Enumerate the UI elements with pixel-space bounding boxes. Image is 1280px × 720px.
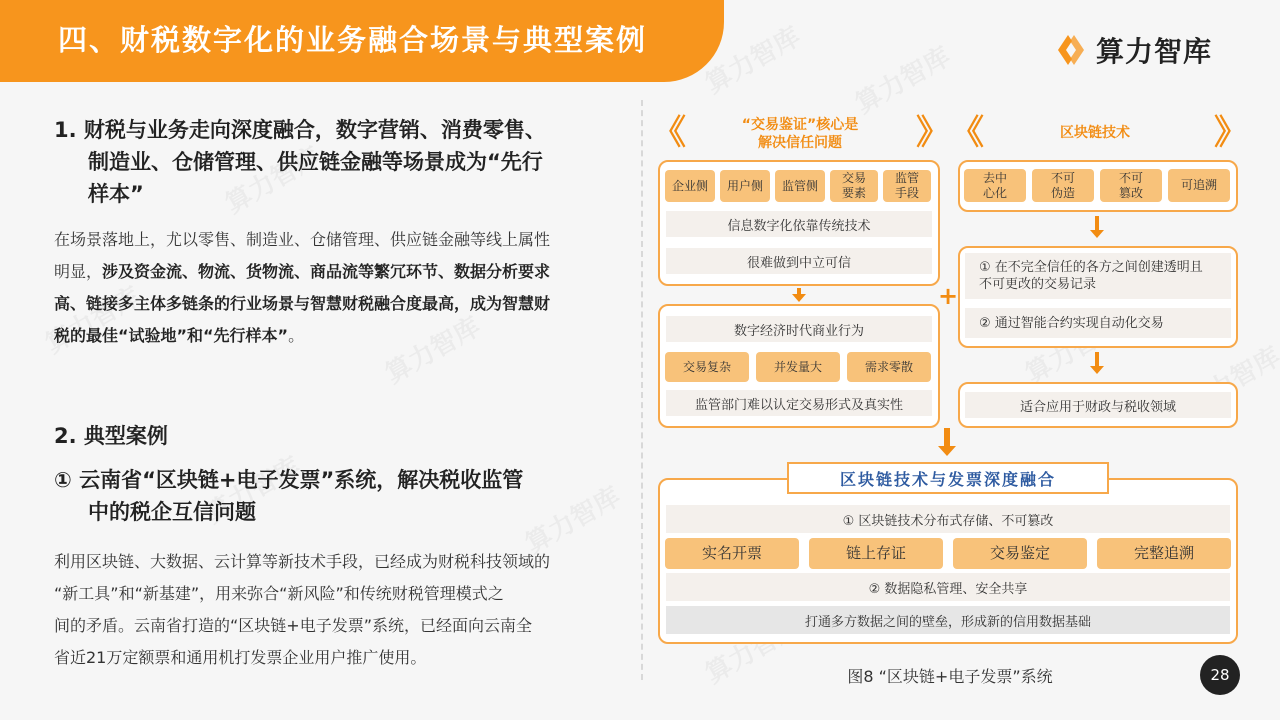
plus-icon: + [938, 282, 959, 310]
trust-title: “交易鉴证”核心是 解决信任问题 [741, 117, 859, 151]
business-chip: 并发量大 [756, 352, 840, 382]
trust-chip: 用户侧 [720, 170, 770, 202]
business-chip: 交易复杂 [665, 352, 749, 382]
section1-paragraph: 在场景落地上，尤以零售、制造业、仓储管理、供应链金融等线上属性 明显，涉及资金流、物流、货物流、商品流等繁冗环节、数据分析要求 高、链接多主体多链条的行业场景与智慧财税融合度最高，成为智慧财 税的最佳“试验地”和“先行样本”。 [54, 230, 551, 345]
column-divider [641, 100, 643, 680]
blockchain-chip: 去中 心化 [964, 169, 1026, 202]
merge-chip: 链上存证 [809, 538, 943, 569]
section2-heading: 2. 典型案例 [54, 424, 168, 448]
merge-chip: 完整追溯 [1097, 538, 1231, 569]
trust-chip: 交易 要素 [830, 170, 878, 202]
bracket-open-icon: 《 [652, 113, 686, 153]
merge-bottom-band: 打通多方数据之间的壁垒，形成新的信用数据基础 [666, 606, 1230, 634]
business-chip: 需求零散 [847, 352, 931, 382]
blockchain-chip: 不可 篡改 [1100, 169, 1162, 202]
case-paragraph: 利用区块链、大数据、云计算等新技术手段，已经成为财税科技领域的 “新工具”和“新基建”，用来弥合“新风险”和传统财税管理模式之 间的矛盾。云南省打造的“区块链+电子发票”系统，已经面向云南全 省近21万定额票和通用机打发票企业用户推广使用。 [54, 552, 551, 667]
logo [1054, 30, 1212, 70]
logo-text: 算力智库 [1096, 35, 1213, 68]
page-title: 四、财税数字化的业务融合场景与典型案例 [58, 23, 648, 57]
blockchain-chip: 可追溯 [1168, 169, 1230, 202]
merge-band: ① 区块链技术分布式存储、不可篡改 [666, 505, 1230, 533]
section1-heading: 1. 财税与业务走向深度融合，数字营销、消费零售、 制造业、仓储管理、供应链金融等场景成为“先行 样本” [54, 118, 546, 206]
merge-band: ② 数据隐私管理、安全共享 [666, 573, 1230, 601]
merge-chip: 交易鉴定 [953, 538, 1087, 569]
merge-chip: 实名开票 [665, 538, 799, 569]
merge-title: 区块链技术与发票深度融合 [787, 462, 1109, 494]
figure-caption: 图8 “区块链+电子发票”系统 [847, 667, 1053, 686]
trust-band: 很难做到中立可信 [666, 248, 932, 274]
case-heading: ① 云南省“区块链+电子发票”系统，解决税收监管 中的税企互信问题 [54, 468, 524, 524]
logo-mark-icon [1054, 33, 1088, 67]
trust-chip: 监管侧 [775, 170, 825, 202]
trust-band: 信息数字化依靠传统技术 [666, 211, 932, 237]
business-band: 数字经济时代商业行为 [666, 316, 932, 342]
blockchain-title: 区块链技术 [1060, 125, 1130, 141]
trust-chip: 监管 手段 [883, 170, 931, 202]
bracket-close-icon: 》 [916, 113, 950, 153]
blockchain-point: ① 在不完全信任的各方之间创建透明且 不可更改的交易记录 [965, 253, 1231, 299]
trust-chip: 企业侧 [665, 170, 715, 202]
bracket-close-icon: 》 [1214, 113, 1248, 153]
page-number: 28 [1200, 655, 1240, 695]
watermark [848, 36, 957, 120]
apply-band: 适合应用于财政与税收领域 [965, 392, 1231, 418]
blockchain-chip: 不可 伪造 [1032, 169, 1094, 202]
blockchain-point: ② 通过智能合约实现自动化交易 [965, 308, 1231, 338]
bracket-open-icon: 《 [950, 113, 984, 153]
business-band: 监管部门难以认定交易形式及真实性 [666, 390, 932, 416]
